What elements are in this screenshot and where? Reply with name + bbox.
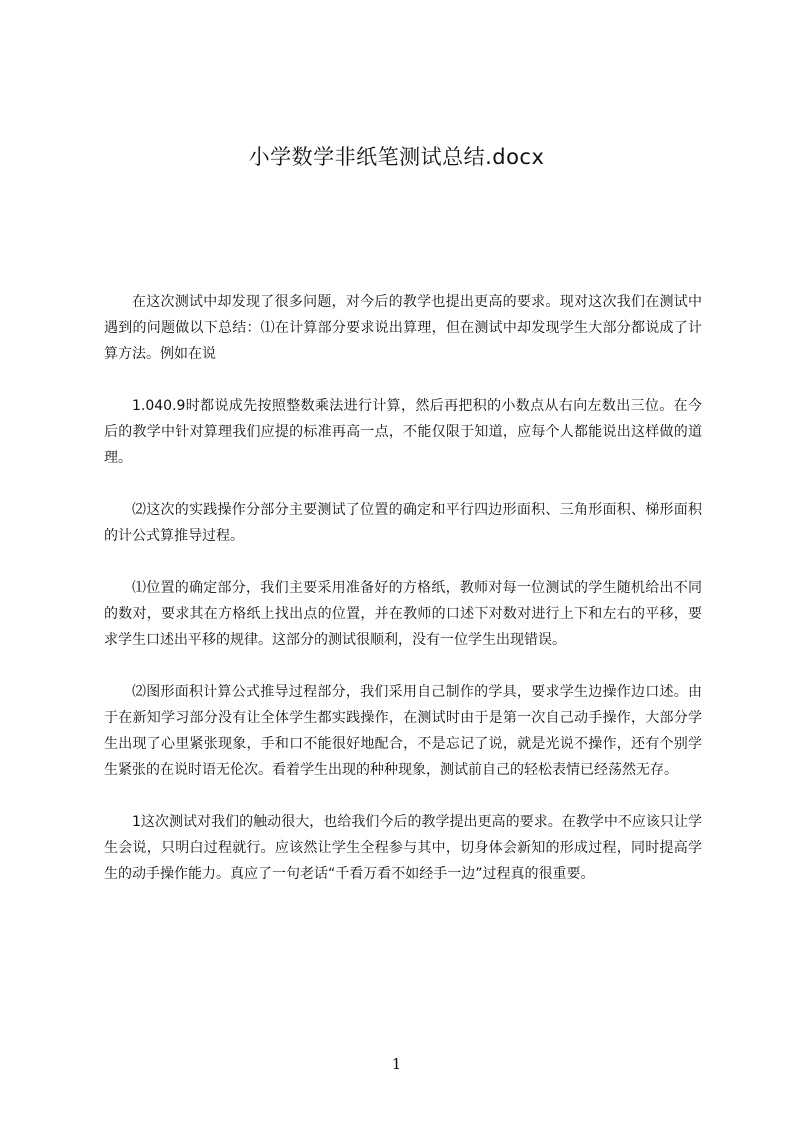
document-title: 小学数学非纸笔测试总结.docx	[248, 145, 545, 169]
paragraph-calculation: 1.040.9时都说成先按照整数乘法进行计算，然后再把积的小数点从右向左数出三位。在今后的教学中针对算理我们应提的标准再高一点，不能仅限于知道，应每个人都能说出这样做的道理。	[104, 398, 702, 466]
paragraph-area-formula: ⑵图形面积计算公式推导过程部分，我们采用自己制作的学具，要求学生边操作边口述。由于在新知学习部分没有让全体学生都实践操作，在测试时由于是第一次自己动手操作，大部分学生出现了心里紧张现象，手和口不能很好地配合，不是忘记了说，就是光说不操作，还有个别学生紧张的在说时语无伦次。看着学生出现的种种现象，测试前自己的轻松表情已经荡然无存。	[104, 684, 702, 778]
paragraph-intro: 在这次测试中却发现了很多问题，对今后的教学也提出更高的要求。现对这次我们在测试中遇到的问题做以下总结：⑴在计算部分要求说出算理，但在测试中却发现学生大部分都说成了计算方法。例如在说	[104, 294, 702, 362]
paragraph-position: ⑴位置的确定部分，我们主要采用准备好的方格纸，教师对每一位测试的学生随机给出不同的数对，要求其在方格纸上找出点的位置，并在教师的口述下对数对进行上下和左右的平移，要求学生口述出平移的规律。这部分的测试很顺利，没有一位学生出现错误。	[104, 580, 702, 648]
page-number: 1	[391, 1055, 402, 1073]
paragraph-practice-overview: ⑵这次的实践操作分部分主要测试了位置的确定和平行四边形面积、三角形面积、梯形面积的计公式算推导过程。	[104, 502, 702, 544]
paragraph-reflection: 1这次测试对我们的触动很大，也给我们今后的教学提出更高的要求。在教学中不应该只让学生会说，只明白过程就行。应该然让学生全程参与其中，切身体会新知的形成过程，同时提高学生的动手操作能力。真应了一句老话“千看万看不如经手一边”过程真的很重要。	[104, 814, 702, 882]
document-body	[104, 289, 702, 913]
